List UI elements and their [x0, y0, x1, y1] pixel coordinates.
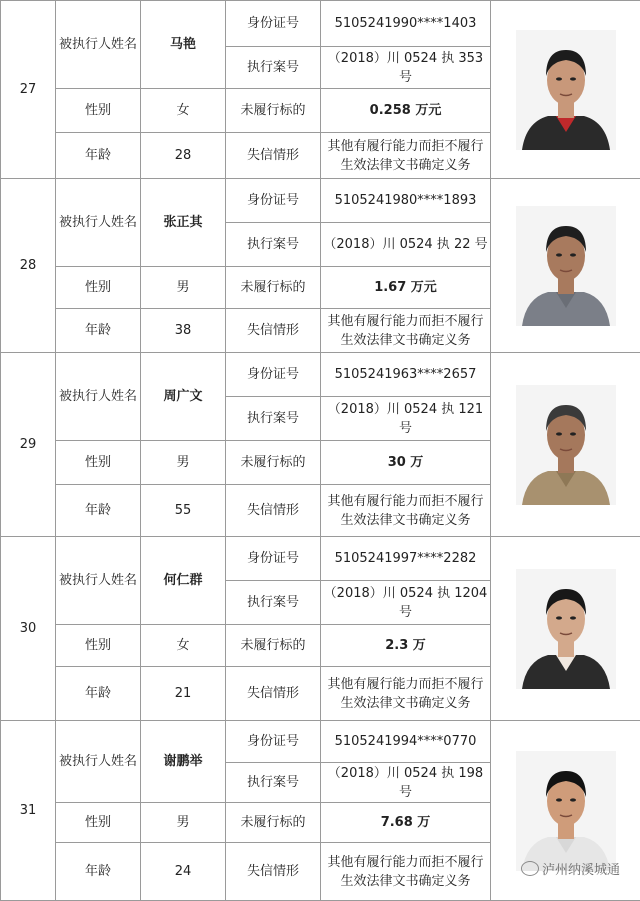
case-value: （2018）川 0524 执 198 号	[321, 763, 491, 803]
situation-label: 失信情形	[226, 133, 321, 179]
age-value: 55	[141, 485, 226, 537]
situation-label: 失信情形	[226, 309, 321, 353]
unfulfilled-label: 未履行标的	[226, 89, 321, 133]
photo-cell	[491, 537, 640, 721]
unfulfilled-value: 30 万	[321, 441, 491, 485]
name-label: 被执行人姓名	[56, 537, 141, 625]
case-label: 执行案号	[226, 581, 321, 625]
name-label: 被执行人姓名	[56, 1, 141, 89]
age-value: 24	[141, 843, 226, 901]
name-label: 被执行人姓名	[56, 179, 141, 267]
unfulfilled-value: 7.68 万	[321, 803, 491, 843]
id-label: 身份证号	[226, 1, 321, 47]
gender-value: 男	[141, 267, 226, 309]
name-label: 被执行人姓名	[56, 353, 141, 441]
case-value: （2018）川 0524 执 22 号	[321, 223, 491, 267]
record-row	[1, 1, 640, 47]
person-photo	[516, 206, 616, 326]
age-value: 28	[141, 133, 226, 179]
situation-value: 其他有履行能力而拒不履行生效法律文书确定义务	[321, 667, 491, 721]
watermark	[521, 859, 620, 878]
name-value: 何仁群	[141, 537, 226, 625]
situation-label: 失信情形	[226, 667, 321, 721]
person-photo	[516, 751, 616, 871]
id-label: 身份证号	[226, 537, 321, 581]
unfulfilled-value: 1.67 万元	[321, 267, 491, 309]
unfulfilled-label: 未履行标的	[226, 803, 321, 843]
situation-value: 其他有履行能力而拒不履行生效法律文书确定义务	[321, 309, 491, 353]
name-value: 张正其	[141, 179, 226, 267]
unfulfilled-label: 未履行标的	[226, 267, 321, 309]
id-label: 身份证号	[226, 353, 321, 397]
record-row	[1, 537, 640, 581]
age-label: 年龄	[56, 667, 141, 721]
gender-label: 性别	[56, 803, 141, 843]
situation-label: 失信情形	[226, 485, 321, 537]
age-value: 21	[141, 667, 226, 721]
situation-value: 其他有履行能力而拒不履行生效法律文书确定义务	[321, 843, 491, 901]
gender-value: 女	[141, 89, 226, 133]
gender-value: 女	[141, 625, 226, 667]
age-label: 年龄	[56, 133, 141, 179]
person-photo	[516, 385, 616, 505]
gender-label: 性别	[56, 441, 141, 485]
case-label: 执行案号	[226, 47, 321, 89]
id-label: 身份证号	[226, 721, 321, 763]
portrait-image	[516, 385, 616, 505]
id-value: 5105241963****2657	[321, 353, 491, 397]
gender-value: 男	[141, 803, 226, 843]
gender-label: 性别	[56, 267, 141, 309]
age-label: 年龄	[56, 485, 141, 537]
unfulfilled-value: 0.258 万元	[321, 89, 491, 133]
record-number: 31	[1, 721, 56, 901]
case-value: （2018）川 0524 执 353 号	[321, 47, 491, 89]
record-row	[1, 721, 640, 763]
case-label: 执行案号	[226, 397, 321, 441]
portrait-image	[516, 751, 616, 871]
record-number: 30	[1, 537, 56, 721]
watermark-text: 泸州纳溪城通	[542, 859, 620, 878]
photo-cell	[491, 1, 640, 179]
name-label: 被执行人姓名	[56, 721, 141, 803]
age-value: 38	[141, 309, 226, 353]
id-label: 身份证号	[226, 179, 321, 223]
photo-cell	[491, 353, 640, 537]
wechat-icon	[521, 861, 539, 876]
gender-label: 性别	[56, 89, 141, 133]
person-photo	[516, 30, 616, 150]
unfulfilled-label: 未履行标的	[226, 441, 321, 485]
photo-cell	[491, 179, 640, 353]
unfulfilled-label: 未履行标的	[226, 625, 321, 667]
name-value: 谢鹏举	[141, 721, 226, 803]
case-value: （2018）川 0524 执 1204 号	[321, 581, 491, 625]
record-number: 29	[1, 353, 56, 537]
case-label: 执行案号	[226, 223, 321, 267]
gender-label: 性别	[56, 625, 141, 667]
situation-value: 其他有履行能力而拒不履行生效法律文书确定义务	[321, 485, 491, 537]
unfulfilled-value: 2.3 万	[321, 625, 491, 667]
age-label: 年龄	[56, 843, 141, 901]
case-label: 执行案号	[226, 763, 321, 803]
record-number: 28	[1, 179, 56, 353]
situation-label: 失信情形	[226, 843, 321, 901]
age-label: 年龄	[56, 309, 141, 353]
record-number: 27	[1, 1, 56, 179]
gender-value: 男	[141, 441, 226, 485]
id-value: 5105241980****1893	[321, 179, 491, 223]
portrait-image	[516, 30, 616, 150]
record-row	[1, 179, 640, 223]
portrait-image	[516, 206, 616, 326]
id-value: 5105241990****1403	[321, 1, 491, 47]
person-photo	[516, 569, 616, 689]
id-value: 5105241997****2282	[321, 537, 491, 581]
portrait-image	[516, 569, 616, 689]
name-value: 马艳	[141, 1, 226, 89]
name-value: 周广文	[141, 353, 226, 441]
id-value: 5105241994****0770	[321, 721, 491, 763]
case-value: （2018）川 0524 执 121 号	[321, 397, 491, 441]
record-row	[1, 353, 640, 397]
situation-value: 其他有履行能力而拒不履行生效法律文书确定义务	[321, 133, 491, 179]
